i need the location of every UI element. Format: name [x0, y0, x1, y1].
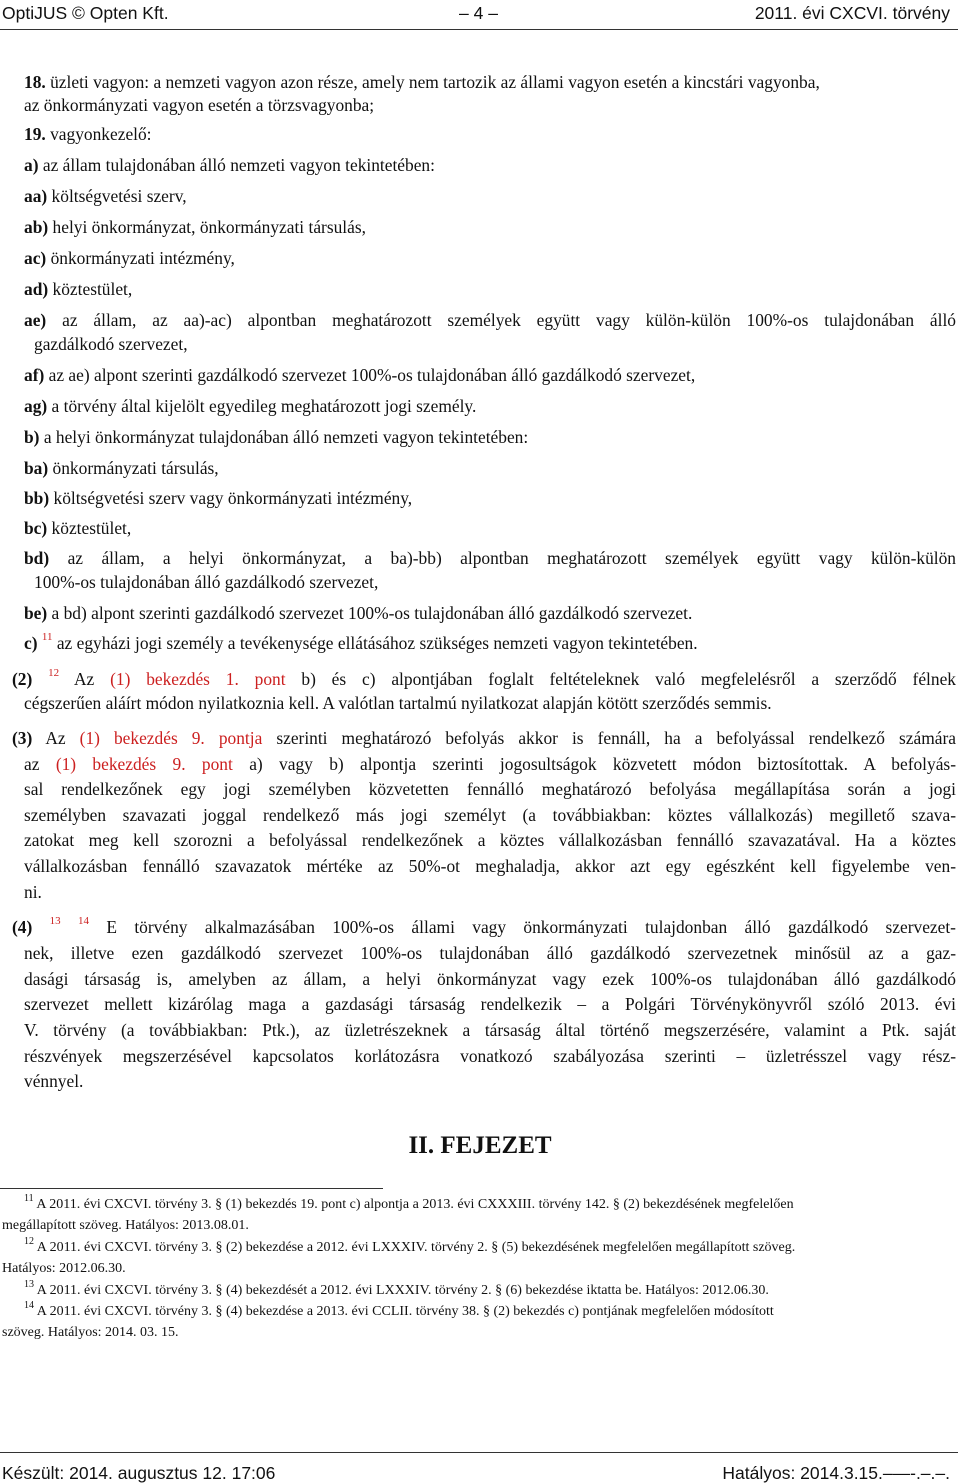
subpoint-text: önkormányzati társulás, — [52, 458, 219, 478]
item-text: vagyonkezelő: — [50, 124, 152, 144]
footnote-text: A 2011. évi CXCVI. törvény 3. § (4) bekezdése a 2013. évi CCLII. törvény 38. § (2) bekezdés c) pontjának megfelelően módosított — [36, 1304, 774, 1319]
footer-created-date: Készült: 2014. augusztus 12. 17:06 — [2, 1463, 276, 1483]
paragraph-4-line7: vénnyel. — [24, 1071, 84, 1091]
subpoint-text: helyi önkormányzat, önkormányzati társulás, — [52, 217, 366, 237]
footnote-ref-12[interactable]: 12 — [48, 667, 60, 680]
footnote-14 — [24, 1301, 774, 1322]
paragraph-4-line6: részvények megszerzésével kapcsolatos korlátozásra vonatkozó szabályozása szerinti – üzletrésszel vagy rész- — [24, 1046, 956, 1066]
footnote-text: A 2011. évi CXCVI. törvény 3. § (1) bekezdés 19. pont c) alpontja a 2013. évi CXXXIII. törvény 142. § (2) bekezdésének megfelelően — [36, 1197, 794, 1212]
subpoint-text: a törvény által kijelölt egyedileg meghatározott jogi személy. — [51, 396, 477, 416]
subpoint-ba — [24, 455, 219, 481]
paragraph-3-line7: ni. — [24, 882, 42, 902]
subpoint-text: az ae) alpont szerinti gazdálkodó szervezet 100%-os tulajdonában álló gazdálkodó szervezet, — [48, 365, 696, 385]
footnote-number: 11 — [24, 1193, 34, 1205]
footnote-text: A 2011. évi CXCVI. törvény 3. § (4) bekezdését a 2012. évi LXXXIV. törvény 2. § (6) bekezdése iktatta be. Hatályos: 2012.06.30. — [36, 1283, 769, 1298]
paragraph-4-line2: nek, illetve ezen gazdálkodó szervezet 100%-os tulajdonában álló gazdálkodó szervezetnek minősül az a gaz- — [24, 943, 956, 963]
subpoint-label: ae) — [24, 310, 47, 330]
paragraph-2-line1 — [12, 666, 956, 692]
subpoint-text: köztestület, — [51, 518, 132, 538]
point-b — [24, 424, 528, 450]
paragraph-text: a) vagy b) alpontja szerinti jogosultságok közvetett módon biztosítottak. A befolyás- — [249, 754, 956, 774]
item-19 — [24, 121, 152, 147]
subpoint-label: aa) — [24, 186, 48, 206]
subpoint-bd — [24, 545, 956, 571]
subpoint-ae-cont: gazdálkodó szervezet, — [34, 334, 188, 354]
paragraph-text: b) és c) alpontjában foglalt feltételeknek való megfelelésről a szerződő félnek — [301, 669, 956, 689]
paragraph-text: Az — [45, 728, 66, 748]
item-18-cont: az önkormányzati vagyon esetén a törzsvagyonba; — [24, 95, 375, 115]
point-c — [24, 630, 698, 656]
subpoint-label: bc) — [24, 518, 48, 538]
subpoint-ab — [24, 214, 366, 240]
subpoint-ae — [24, 307, 956, 333]
point-text: az állam tulajdonában álló nemzeti vagyon tekintetében: — [42, 155, 435, 175]
subpoint-af — [24, 362, 695, 388]
subpoint-ag — [24, 393, 476, 419]
footnote-number: 14 — [24, 1300, 34, 1312]
paragraph-3-line3: sal rendelkezőnek egy jogi személyben közvetetten fennálló meghatározó befolyása megállapítása során a jogi — [24, 779, 956, 799]
paragraph-text: szerinti meghatározó befolyás akkor is fennáll, ha a befolyással rendelkező számára — [276, 728, 956, 748]
item-number: 19. — [24, 124, 46, 144]
point-text: a helyi önkormányzat tulajdonában álló nemzeti vagyon tekintetében: — [43, 427, 529, 447]
footnote-12 — [24, 1237, 795, 1258]
subpoint-label: ad) — [24, 279, 49, 299]
paragraph-3-line5: zatokat meg kell szorozni a befolyással rendelkezőnek a köztes vállalkozásban fennálló szavazatával. Ha a köztes — [24, 830, 956, 850]
paragraph-2-line2: cégszerűen aláírt módon nyilatkoznia kell. A valótlan tartalmú nyilatkozat alapján kötött szerződés semmis. — [24, 693, 772, 713]
footnote-11-cont: megállapított szöveg. Hatályos: 2013.08.01. — [2, 1218, 249, 1233]
paragraph-text: E törvény alkalmazásában 100%-os állami vagy önkormányzati tulajdonban álló gazdálkodó szervezet- — [106, 917, 956, 937]
item-text: üzleti vagyon: a nemzeti vagyon azon része, amely nem tartozik az állami vagyon esetén a kincstári vagyonba, — [50, 72, 820, 92]
subpoint-be — [24, 600, 692, 626]
point-a — [24, 152, 435, 178]
header-divider — [0, 29, 958, 30]
paragraph-3-line6: vállalkozásban fennálló szavazatok mértéke az 50%-ot meghaladja, akkor azt egy egészként kell figyelembe ven- — [24, 856, 956, 876]
paragraph-4-line3: dasági társaság is, amelyben az állam, a helyi önkormányzat vagy ezek 100%-os tulajdonában álló gazdálkodó — [24, 969, 956, 989]
footnote-number: 12 — [24, 1236, 34, 1248]
subpoint-bb — [24, 485, 412, 511]
paragraph-text: Az — [73, 669, 95, 689]
footnote-divider — [0, 1188, 383, 1189]
subpoint-text: a bd) alpont szerinti gazdálkodó szervezet 100%-os tulajdonában álló gazdálkodó szervezet. — [51, 603, 693, 623]
header-law-title: 2011. évi CXCVI. törvény — [754, 3, 950, 23]
paragraph-4-line1 — [12, 914, 956, 940]
subpoint-label: bb) — [24, 488, 50, 508]
subpoint-bc — [24, 515, 131, 541]
paragraph-number: (3) — [12, 728, 33, 748]
footnote-number: 13 — [24, 1279, 34, 1291]
footer-effective-date: Hatályos: 2014.3.15.–—-.–.–. — [722, 1463, 950, 1483]
paragraph-number: (4) — [12, 917, 33, 937]
cross-reference-link[interactable]: (1) bekezdés 1. pont — [110, 669, 286, 689]
footnote-14-cont: szöveg. Hatályos: 2014. 03. 15. — [2, 1325, 179, 1340]
subpoint-text: az állam, a helyi önkormányzat, a ba)-bb) alpontban meghatározott személyek együtt vagy külön-külön — [67, 548, 957, 568]
cross-reference-link[interactable]: (1) bekezdés 9. pontja — [79, 728, 263, 748]
footnote-12-cont: Hatályos: 2012.06.30. — [2, 1261, 126, 1276]
paragraph-3-line4: személyben szavazati joggal rendelkező más jogi személyt (a továbbiakban: köztes vállalkozás) megillető szava- — [24, 805, 956, 825]
paragraph-3-line1 — [12, 725, 956, 751]
cross-reference-link[interactable]: (1) bekezdés 9. pont — [55, 754, 233, 774]
point-label: b) — [24, 427, 40, 447]
subpoint-label: ab) — [24, 217, 49, 237]
paragraph-text: az — [24, 754, 40, 774]
point-label: a) — [24, 155, 39, 175]
paragraph-4-line5: V. törvény (a továbbiakban: Ptk.), az üzletrészeknek a társaság által történő megszerzésére, valamint a Ptk. saját — [24, 1020, 956, 1040]
subpoint-text: költségvetési szerv, — [51, 186, 187, 206]
item-number: 18. — [24, 72, 46, 92]
subpoint-ac — [24, 245, 235, 271]
subpoint-label: ba) — [24, 458, 49, 478]
subpoint-label: ac) — [24, 248, 47, 268]
paragraph-3-line2 — [24, 751, 956, 777]
footer-divider — [0, 1452, 958, 1453]
point-label: c) — [24, 633, 38, 653]
subpoint-text: köztestület, — [52, 279, 133, 299]
footnote-text: A 2011. évi CXCVI. törvény 3. § (2) bekezdése a 2012. évi LXXXIV. törvény 2. § (5) bekezdésének megfelelően megállapított szöveg. — [36, 1240, 796, 1255]
page-header — [0, 3, 960, 27]
subpoint-label: af) — [24, 365, 45, 385]
header-publisher: OptiJUS © Opten Kft. — [2, 3, 169, 23]
subpoint-label: be) — [24, 603, 48, 623]
footnote-13 — [24, 1280, 769, 1301]
chapter-heading: II. FEJEZET — [408, 1132, 552, 1159]
subpoint-bd-cont: 100%-os tulajdonában álló gazdálkodó szervezet, — [34, 572, 379, 592]
subpoint-text: önkormányzati intézmény, — [50, 248, 235, 268]
subpoint-text: az állam, az aa)-ac) alpontban meghatározott személyek együtt vagy külön-külön 100%-os tulajdonában álló — [62, 310, 956, 330]
point-text: az egyházi jogi személy a tevékenysége ellátásához szükséges nemzeti vagyon tekintetében. — [56, 633, 698, 653]
paragraph-number: (2) — [12, 669, 33, 689]
paragraph-4-line4: szervezet mellett kizárólag maga a gazdasági társaság rendelkezik – a Polgári Törvénykönyvről szóló 2013. évi — [24, 994, 956, 1014]
footnote-ref-14[interactable]: 14 — [78, 915, 89, 928]
subpoint-label: ag) — [24, 396, 48, 416]
footnote-11 — [24, 1194, 794, 1215]
footnote-ref-11[interactable]: 11 — [41, 631, 53, 644]
subpoint-aa — [24, 183, 187, 209]
subpoint-ad — [24, 276, 132, 302]
header-page-number: – 4 – — [459, 3, 498, 23]
subpoint-label: bd) — [24, 548, 50, 568]
subpoint-text: költségvetési szerv vagy önkormányzati intézmény, — [53, 488, 413, 508]
footnote-ref-13[interactable]: 13 — [49, 915, 61, 928]
